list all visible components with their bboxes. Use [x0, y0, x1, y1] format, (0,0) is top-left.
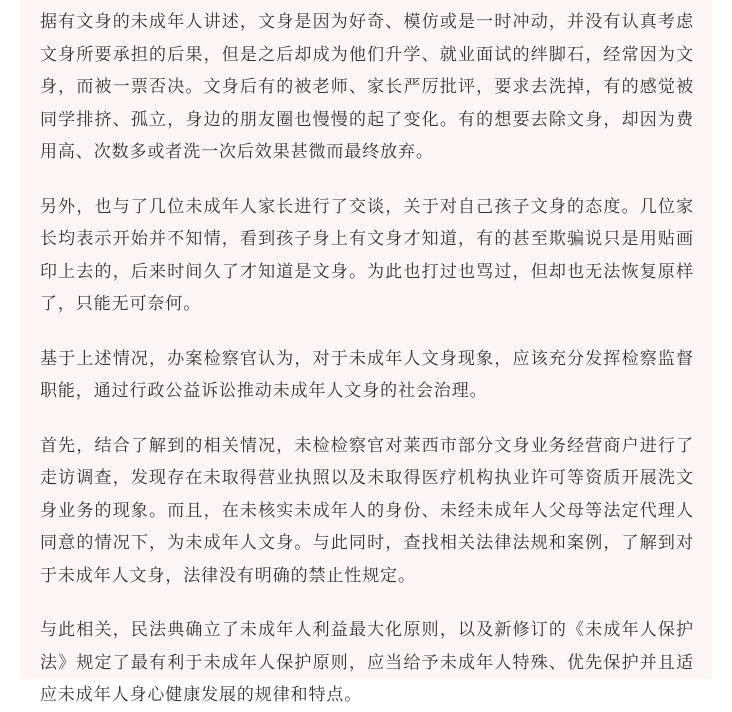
paragraph-2: 另外，也与了几位未成年人家长进行了交谈，关于对自己孩子文身的态度。几位家长均表示开始并不知情，看到孩子身上有文身才知道，有的甚至欺骗说只是用贴画印上去的，后来时间久了才知道是文身。为此也打过也骂过，但却也无法恢复原样了，只能无可奈何。: [40, 196, 694, 314]
paragraph-3: 基于上述情况，办案检察官认为，对于未成年人文身现象，应该充分发挥检察监督职能，通过行政公益诉讼推动未成年人文身的社会治理。: [40, 348, 694, 401]
article-body: [20, 0, 712, 705]
paragraph-4: 首先，结合了解到的相关情况，未检检察官对莱西市部分文身业务经营商户进行了走访调查，发现存在未取得营业执照以及未取得医疗机构执业许可等资质开展洗文身业务的现象。而且，在未核实未成年人的身份、未经未成年人父母等法定代理人同意的情况下，为未成年人文身。与此同时，查找相关法律法规和案例，了解到对于未成年人文身，法律没有明确的禁止性规定。: [40, 435, 694, 586]
paragraph-1: 据有文身的未成年人讲述，文身是因为好奇、模仿或是一时冲动，并没有认真考虑文身所要承担的后果，但是之后却成为他们升学、就业面试的绊脚石，经常因为文身，而被一票否决。文身后有的被老师、家长严厉批评，要求去洗掉，有的感觉被同学排挤、孤立，身边的朋友圈也慢慢的起了变化。有的想要去除文身，却因为费用高、次数多或者洗一次后效果甚微而最终放弃。: [40, 12, 694, 162]
paragraph-5: 与此相关，民法典确立了未成年人利益最大化原则，以及新修订的《未成年人保护法》规定了最有利于未成年人保护原则，应当给予未成年人特殊、优先保护并且适应未成年人身心健康发展的规律和特点。: [40, 620, 694, 705]
